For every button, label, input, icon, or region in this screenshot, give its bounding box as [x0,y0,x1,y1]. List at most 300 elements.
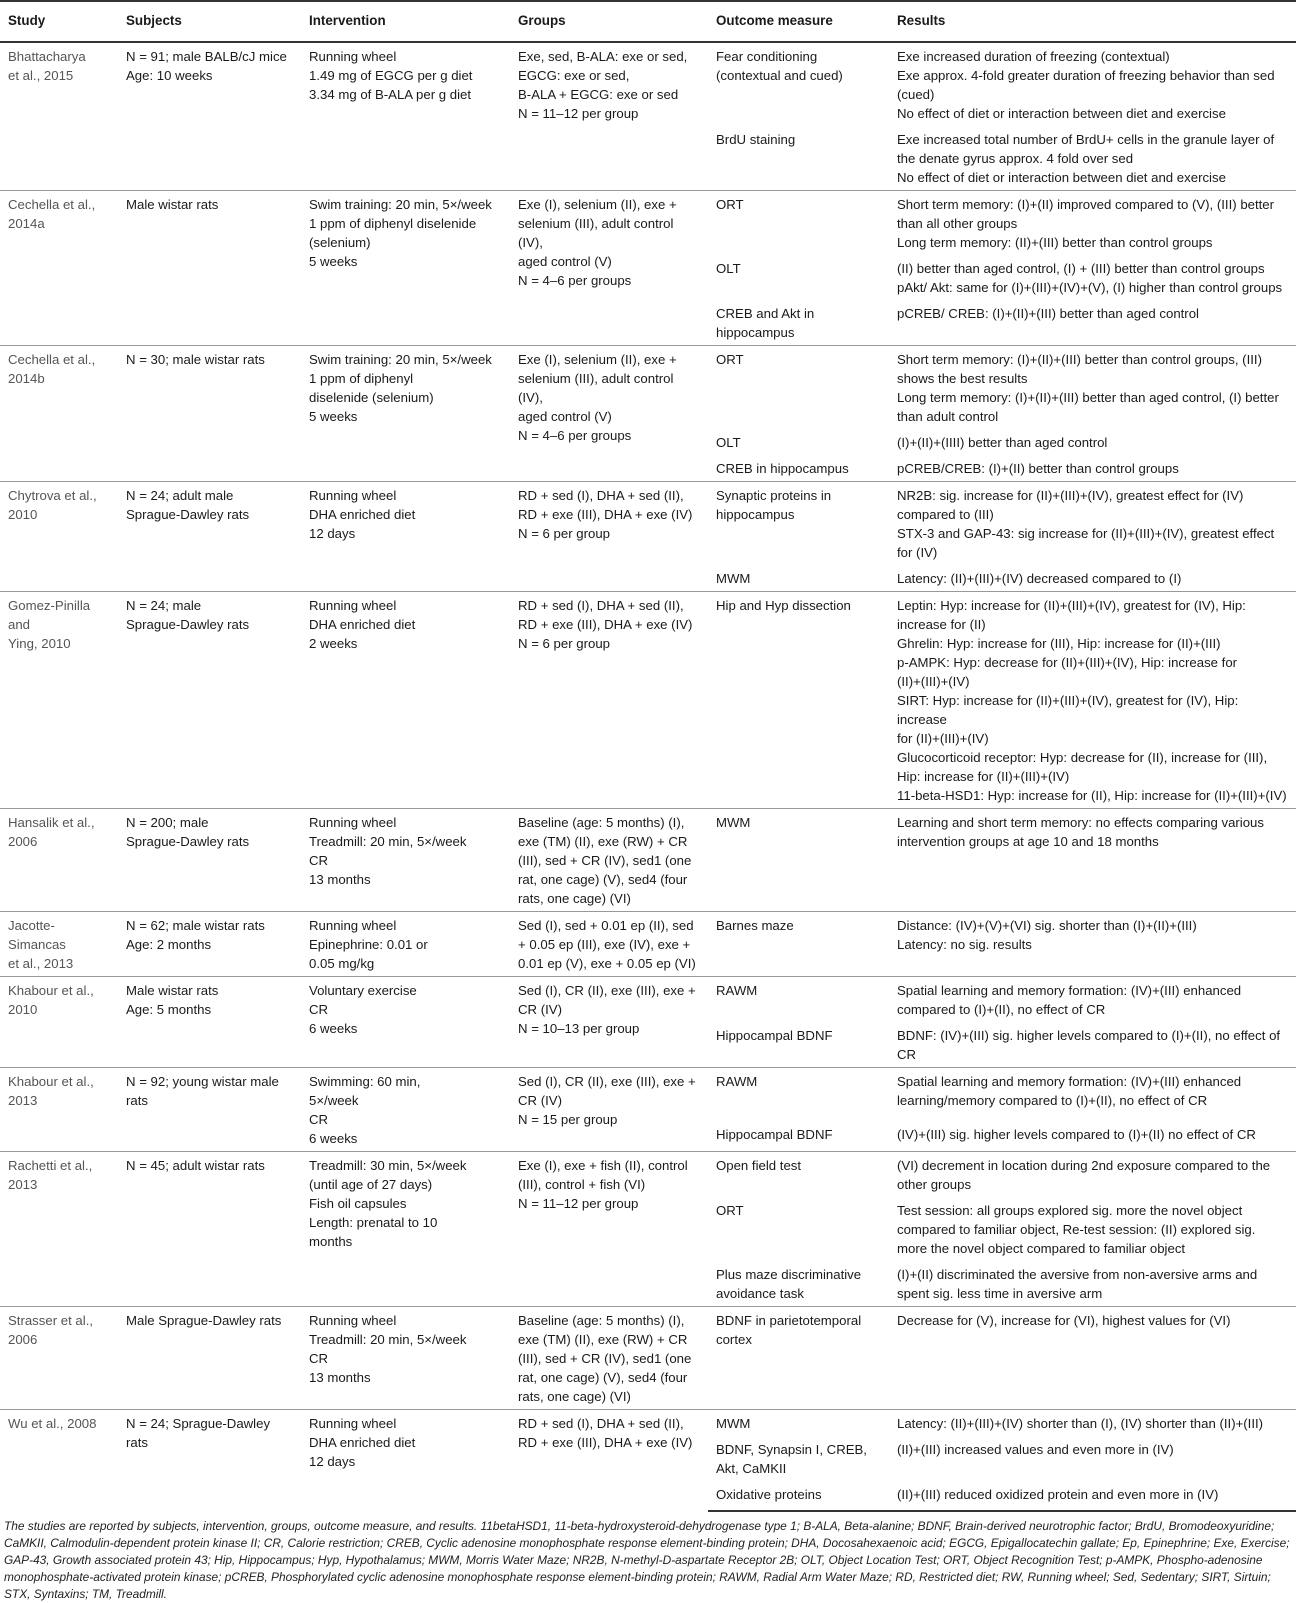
study-line: Strasser et al., [8,1313,94,1328]
subjects-cell [118,42,301,191]
outcome-measure-line: BrdU staining [716,132,796,147]
outcome-measure-cell [708,429,889,455]
subjects-line: rats [126,1093,148,1108]
study-line: et al., 2013 [8,956,74,971]
groups-line: rat, one cage) (V), sed4 (four [518,872,688,887]
results-line: (II)+(III)+(IV) [897,674,970,689]
intervention-line: Treadmill: 30 min, 5×/week [309,1158,467,1173]
results-cell [889,1121,1296,1152]
groups-line: (III), control + fish (VI) [518,1177,646,1192]
outcome-measure-line: avoidance task [716,1286,804,1301]
results-line: Latency: (II)+(III)+(IV) decreased compared to (I) [897,571,1182,586]
table-row [0,1307,1296,1410]
groups-line: 0.01 ep (V), exe + 0.05 ep (VI) [518,956,696,971]
intervention-line: DHA enriched diet [309,617,416,632]
intervention-line: Treadmill: 20 min, 5×/week [309,1332,467,1347]
study-line: 2010 [8,1002,38,1017]
subjects-line: N = 24; Sprague-Dawley [126,1416,271,1431]
groups-line: N = 11–12 per group [518,1196,639,1211]
results-line: Learning and short term memory: no effects comparing various [897,815,1264,830]
study-line: 2006 [8,1332,38,1347]
intervention-cell [301,1068,510,1152]
intervention-line: 6 weeks [309,1131,358,1146]
outcome-measure-cell [708,1307,889,1410]
groups-line: N = 11–12 per group [518,106,639,121]
study-line: 2010 [8,507,38,522]
intervention-line: Length: prenatal to 10 [309,1215,438,1230]
intervention-line: Fish oil capsules [309,1196,407,1211]
study-line: 2013 [8,1177,38,1192]
outcome-measure-line: Akt, CaMKII [716,1461,787,1476]
study-line: 2006 [8,834,38,849]
results-line: the denate gyrus approx. 4 fold over sed [897,151,1134,166]
results-line: pAkt/ Akt: same for (I)+(III)+(IV)+(V), (I) higher than control groups [897,280,1283,295]
intervention-cell [301,809,510,912]
results-cell [889,42,1296,126]
intervention-line: Voluntary exercise [309,983,417,998]
header-outcome-measure: Outcome measure [708,1,889,42]
groups-line: aged control (V) [518,409,612,424]
outcome-measure-line: ORT [716,197,744,212]
outcome-measure-cell [708,346,889,430]
groups-line: Baseline (age: 5 months) (I), [518,1313,685,1328]
outcome-measure-line: Plus maze discriminative [716,1267,862,1282]
groups-line: + 0.05 ep (III), exe (IV), exe + [518,937,691,952]
study-line: Hansalik et al., [8,815,95,830]
outcome-measure-line: Hippocampal BDNF [716,1028,833,1043]
study-line: Jacotte-Simancas [8,918,66,952]
table-row [0,482,1296,566]
intervention-line: 5 weeks [309,409,358,424]
table-row [0,346,1296,430]
results-cell [889,1261,1296,1307]
intervention-cell [301,1152,510,1307]
groups-line: Sed (I), CR (II), exe (III), exe + [518,1074,696,1089]
outcome-measure-cell [708,1436,889,1481]
groups-line: Baseline (age: 5 months) (I), [518,815,685,830]
results-cell [889,1152,1296,1198]
intervention-line: Running wheel [309,1313,397,1328]
study-line: Ying, 2010 [8,636,71,651]
results-line: (II)+(III) reduced oxidized protein and even more in (IV) [897,1487,1219,1502]
outcome-measure-line: Fear conditioning [716,49,818,64]
intervention-line: 2 weeks [309,636,358,651]
study-cell [0,346,118,482]
groups-line: N = 10–13 per group [518,1021,640,1036]
outcome-measure-line: OLT [716,261,741,276]
intervention-line: CR [309,1112,329,1127]
intervention-cell [301,1307,510,1410]
subjects-line: Sprague-Dawley rats [126,617,250,632]
groups-line: (III), sed + CR (IV), sed1 (one [518,853,692,868]
results-line: Distance: (IV)+(V)+(VI) sig. shorter than (I)+(II)+(III) [897,918,1197,933]
results-line: Latency: (II)+(III)+(IV) shorter than (I), (IV) shorter than (II)+(III) [897,1416,1264,1431]
groups-line: Exe (I), exe + fish (II), control [518,1158,688,1173]
groups-cell [510,977,708,1068]
results-line: compared to (III) [897,507,994,522]
results-line: than adult control [897,409,999,424]
subjects-cell [118,592,301,809]
results-cell [889,1022,1296,1068]
intervention-line: Running wheel [309,49,397,64]
groups-line: B-ALA + EGCG: exe or sed [518,87,679,102]
results-line: (cued) [897,87,935,102]
results-cell [889,809,1296,912]
table-footnote: The studies are reported by subjects, intervention, groups, outcome measure, and results. 11betaHSD1, 11-beta-hydroxysteroid-dehydrogenase type 1; B-ALA, Beta-alanine; BDNF, Brain-derived neurotrophic factor; BrdU, Bromodeoxyuridine; CaMKII, Calmodulin-dependent protein kinase II; CR, Calorie restriction; CREB, Cyclic adenosine monophosphate response element-binding protein; DHA, Docosahexaenoic acid; EGCG, Epigallocatechin gallate; Ep, Epinephrine; Exe, Exercise; GAP-43, Growth associated protein 43; Hip, Hippocampus; Hyp, Hypothalamus; MWM, Morris Water Maze; NR2B, N-methyl-D-aspartate Receptor 2B; OLT, Object Location Test; ORT, Object Recognition Test; p-AMPK, Phospho-adenosine monophosphate-activated protein kinase; pCREB, Phosphorylated cyclic adenosine monophosphate response element-binding protein; RAWM, Radial Arm Water Maze; RD, Restricted diet; RW, Running wheel; Sed, Sedentary; SIRT, Sirtuin; STX, Syntaxins; TM, Treadmill. [4,1519,1290,1601]
subjects-cell [118,977,301,1068]
subjects-cell [118,1307,301,1410]
results-line: Decrease for (V), increase for (VI), highest values for (VI) [897,1313,1231,1328]
subjects-cell [118,1068,301,1152]
results-line: shows the best results [897,371,1028,386]
results-cell [889,1481,1296,1511]
outcome-measure-cell [708,1152,889,1198]
outcome-measure-cell [708,1261,889,1307]
outcome-measure-line: Synaptic proteins in [716,488,832,503]
groups-line: Exe (I), selenium (II), exe + [518,352,677,367]
results-line: Latency: no sig. results [897,937,1032,952]
outcome-measure-cell [708,455,889,482]
subjects-line: rats [126,1435,148,1450]
intervention-cell [301,977,510,1068]
groups-cell [510,1152,708,1307]
results-line: (I)+(II)+(IIII) better than aged control [897,435,1108,450]
intervention-line: 1 ppm of diphenyl [309,371,414,386]
intervention-line: CR [309,853,329,868]
results-line: Short term memory: (I)+(II)+(III) better than control groups, (III) [897,352,1262,367]
intervention-line: 5 weeks [309,254,358,269]
results-line: Spatial learning and memory formation: (IV)+(III) enhanced [897,1074,1242,1089]
results-line: NR2B: sig. increase for (II)+(III)+(IV), greatest effect for (IV) [897,488,1244,503]
results-line: Glucocorticoid receptor: Hyp: decrease for (II), increase for (III), [897,750,1268,765]
results-line: for (II)+(III)+(IV) [897,731,989,746]
results-line: (VI) decrement in location during 2nd exposure compared to the [897,1158,1271,1173]
subjects-line: N = 30; male wistar rats [126,352,265,367]
groups-cell [510,1307,708,1410]
intervention-line: diselenide (selenium) [309,390,434,405]
groups-line: selenium (III), adult control (IV), [518,371,678,405]
results-line: for (IV) [897,545,938,560]
results-line: Exe increased duration of freezing (contextual) [897,49,1170,64]
intervention-line: 6 weeks [309,1021,358,1036]
outcome-measure-cell [708,126,889,191]
outcome-measure-line: ORT [716,352,744,367]
results-cell [889,482,1296,566]
groups-line: rat, one cage) (V), sed4 (four [518,1370,688,1385]
groups-cell [510,912,708,977]
results-line: Short term memory: (I)+(II) improved compared to (V), (III) better [897,197,1275,212]
results-line: 11-beta-HSD1: Hyp: increase for (II), Hip: increase for (II)+(III)+(IV) [897,788,1287,803]
intervention-line: CR [309,1002,329,1017]
results-line: Exe increased total number of BrdU+ cells in the granule layer of [897,132,1275,147]
results-line: SIRT: Hyp: increase for (II)+(III)+(IV), greatest for (IV), Hip: increase [897,693,1242,727]
results-line: No effect of diet or interaction between diet and exercise [897,170,1226,185]
results-cell [889,565,1296,592]
intervention-cell [301,912,510,977]
outcome-measure-cell [708,1197,889,1261]
intervention-line: Treadmill: 20 min, 5×/week [309,834,467,849]
results-line: Leptin: Hyp: increase for (II)+(III)+(IV), greatest for (IV), Hip: [897,598,1246,613]
outcome-measure-line: Oxidative proteins [716,1487,822,1502]
subjects-line: Age: 5 months [126,1002,212,1017]
results-line: p-AMPK: Hyp: decrease for (II)+(III)+(IV), Hip: increase for [897,655,1238,670]
results-line: (I)+(II) discriminated the aversive from non-aversive arms and [897,1267,1258,1282]
groups-line: RD + exe (III), DHA + exe (IV) [518,507,693,522]
results-line: (II)+(III) increased values and even more in (IV) [897,1442,1174,1457]
intervention-line: 13 months [309,1370,371,1385]
groups-line: rats, one cage) (VI) [518,891,631,906]
results-line: increase for (II) [897,617,986,632]
groups-cell [510,1068,708,1152]
study-line: Cechella et al., [8,197,96,212]
results-line: Long term memory: (I)+(II)+(III) better than aged control, (I) better [897,390,1279,405]
intervention-line: (until age of 27 days) [309,1177,433,1192]
intervention-line: DHA enriched diet [309,507,416,522]
outcome-measure-cell [708,592,889,809]
outcome-measure-line: CREB and Akt in [716,306,815,321]
results-cell [889,1068,1296,1121]
results-line: Test session: all groups explored sig. more the novel object [897,1203,1243,1218]
results-line: (IV)+(III) sig. higher levels compared to (I)+(II) no effect of CR [897,1126,1256,1142]
groups-line: selenium (III), adult control (IV), [518,216,678,250]
table-row [0,977,1296,1023]
intervention-line: Running wheel [309,815,397,830]
results-line: STX-3 and GAP-43: sig increase for (II)+(III)+(IV), greatest effect [897,526,1275,541]
subjects-line: Male Sprague-Dawley rats [126,1313,282,1328]
study-cell [0,1068,118,1152]
outcome-measure-line: (contextual and cued) [716,68,843,83]
groups-line: CR (IV) [518,1002,562,1017]
groups-cell [510,191,708,346]
intervention-cell [301,1410,510,1512]
outcome-measure-line: CREB in hippocampus [716,461,849,476]
intervention-line: CR [309,1351,329,1366]
subjects-cell [118,346,301,482]
intervention-cell [301,42,510,191]
subjects-cell [118,482,301,592]
study-cell [0,977,118,1068]
outcome-measure-cell [708,42,889,126]
groups-line: RD + sed (I), DHA + sed (II), [518,598,684,613]
outcome-measure-line: BDNF in parietotemporal [716,1313,862,1328]
study-line: Khabour et al., [8,983,94,998]
subjects-line: N = 24; male [126,598,202,613]
table-row [0,1152,1296,1198]
subjects-line: Male wistar rats [126,983,219,998]
outcome-measure-cell [708,191,889,256]
outcome-measure-cell [708,482,889,566]
intervention-cell [301,482,510,592]
study-line: Wu et al., 2008 [8,1416,97,1431]
groups-line: N = 6 per group [518,636,611,651]
results-cell [889,255,1296,300]
groups-line: RD + sed (I), DHA + sed (II), [518,1416,684,1431]
outcome-measure-line: Open field test [716,1158,802,1173]
study-cell [0,912,118,977]
study-cell [0,592,118,809]
intervention-cell [301,346,510,482]
table-header [0,1,1296,42]
groups-cell [510,346,708,482]
study-line: et al., 2015 [8,68,74,83]
outcome-measure-line: MWM [716,1416,751,1431]
study-line: Bhattacharya [8,49,86,64]
study-cell [0,1307,118,1410]
study-cell [0,482,118,592]
outcome-measure-cell [708,1410,889,1437]
subjects-line: Sprague-Dawley rats [126,834,250,849]
intervention-line: Running wheel [309,598,397,613]
intervention-line: 12 days [309,1454,356,1469]
results-line: other groups [897,1177,972,1192]
intervention-line: Running wheel [309,488,397,503]
study-cell [0,191,118,346]
study-line: Chytrova et al., [8,488,97,503]
results-line: Ghrelin: Hyp: increase for (III), Hip: increase for (II)+(III) [897,636,1221,651]
groups-line: N = 6 per group [518,526,611,541]
study-line: 2014a [8,216,45,231]
results-line: more the novel object compared to familiar object [897,1241,1186,1256]
groups-line: exe (TM) (II), exe (RW) + CR [518,1332,688,1347]
subjects-cell [118,1152,301,1307]
subjects-line: Sprague-Dawley rats [126,507,250,522]
subjects-line: N = 92; young wistar male [126,1074,279,1089]
outcome-measure-line: ORT [716,1203,744,1218]
results-cell [889,300,1296,346]
table-body [0,42,1296,1511]
results-line: Exe approx. 4-fold greater duration of freezing behavior than sed [897,68,1275,83]
header-intervention: Intervention [301,1,510,42]
groups-cell [510,592,708,809]
header-results: Results [889,1,1296,42]
study-cell [0,809,118,912]
outcome-measure-line: Hip and Hyp dissection [716,598,851,613]
subjects-line: Age: 2 months [126,937,212,952]
study-cell [0,1152,118,1307]
groups-line: Exe (I), selenium (II), exe + [518,197,677,212]
outcome-measure-cell [708,300,889,346]
intervention-cell [301,191,510,346]
outcome-measure-cell [708,565,889,592]
subjects-line: N = 24; adult male [126,488,234,503]
groups-cell [510,809,708,912]
outcome-measure-line: Hippocampal BDNF [716,1126,833,1142]
study-line: Khabour et al., [8,1074,94,1089]
outcome-measure-cell [708,977,889,1023]
results-cell [889,126,1296,191]
groups-cell [510,1410,708,1512]
results-line: CR [897,1047,917,1062]
groups-line: CR (IV) [518,1093,562,1108]
table-row [0,1410,1296,1437]
subjects-line: Male wistar rats [126,197,219,212]
intervention-line: Running wheel [309,918,397,933]
groups-line: rats, one cage) (VI) [518,1389,631,1404]
groups-cell [510,42,708,191]
outcome-measure-line: MWM [716,571,751,586]
intervention-line: 1.49 mg of EGCG per g diet [309,68,473,83]
results-cell [889,1307,1296,1410]
subjects-line: N = 200; male [126,815,209,830]
results-cell [889,1197,1296,1261]
outcome-measure-line: MWM [716,815,751,830]
intervention-line: Running wheel [309,1416,397,1431]
outcome-measure-line: RAWM [716,1074,758,1089]
subjects-cell [118,912,301,977]
outcome-measure-cell [708,1121,889,1152]
outcome-measure-line: BDNF, Synapsin I, CREB, [716,1442,867,1457]
groups-line: EGCG: exe or sed, [518,68,630,83]
results-line: pCREB/CREB: (I)+(II) better than control groups [897,461,1179,476]
results-line: learning/memory compared to (I)+(II), no effect of CR [897,1093,1208,1108]
groups-cell [510,482,708,592]
intervention-line: Swim training: 20 min, 5×/week [309,352,492,367]
study-line: Gomez-Pinilla and [8,598,94,632]
study-cell [0,1410,118,1512]
groups-line: Exe, sed, B-ALA: exe or sed, [518,49,688,64]
results-line: pCREB/ CREB: (I)+(II)+(III) better than aged control [897,306,1199,321]
results-cell [889,1436,1296,1481]
subjects-line: N = 91; male BALB/cJ mice [126,49,287,64]
outcome-measure-line: hippocampus [716,507,795,522]
subjects-cell [118,809,301,912]
intervention-line: months [309,1234,353,1249]
groups-line: RD + exe (III), DHA + exe (IV) [518,617,693,632]
results-line: Hip: increase for (II)+(III)+(IV) [897,769,1070,784]
outcome-measure-cell [708,809,889,912]
header-subjects: Subjects [118,1,301,42]
table-row [0,912,1296,977]
results-cell [889,455,1296,482]
table-row [0,191,1296,256]
study-line: Rachetti et al., [8,1158,93,1173]
results-line: Spatial learning and memory formation: (IV)+(III) enhanced [897,983,1242,998]
intervention-line: DHA enriched diet [309,1435,416,1450]
results-line: intervention groups at age 10 and 18 months [897,834,1159,849]
results-cell [889,977,1296,1023]
groups-line: exe (TM) (II), exe (RW) + CR [518,834,688,849]
intervention-line: 12 days [309,526,356,541]
results-line: than all other groups [897,216,1018,231]
study-cell [0,42,118,191]
outcome-measure-line: OLT [716,435,741,450]
header-groups: Groups [510,1,708,42]
intervention-line: (selenium) [309,235,371,250]
table-row [0,42,1296,126]
study-line: Cechella et al., [8,352,96,367]
groups-line: aged control (V) [518,254,612,269]
intervention-line: 0.05 mg/kg [309,956,375,971]
subjects-cell [118,1410,301,1512]
outcome-measure-cell [708,912,889,977]
subjects-line: N = 62; male wistar rats [126,918,265,933]
outcome-measure-cell [708,1068,889,1121]
results-cell [889,592,1296,809]
intervention-line: Epinephrine: 0.01 or [309,937,428,952]
groups-line: N = 4–6 per groups [518,273,632,288]
subjects-line: N = 45; adult wistar rats [126,1158,265,1173]
outcome-measure-cell [708,1481,889,1511]
results-line: compared to familiar object, Re-test session: (II) explored sig. [897,1222,1256,1237]
intervention-line: 1 ppm of diphenyl diselenide [309,216,477,231]
intervention-line: 5×/week [309,1093,359,1108]
results-cell [889,346,1296,430]
results-cell [889,429,1296,455]
results-line: No effect of diet or interaction between diet and exercise [897,106,1226,121]
table-row [0,592,1296,809]
outcome-measure-line: RAWM [716,983,758,998]
outcome-measure-line: cortex [716,1332,752,1347]
